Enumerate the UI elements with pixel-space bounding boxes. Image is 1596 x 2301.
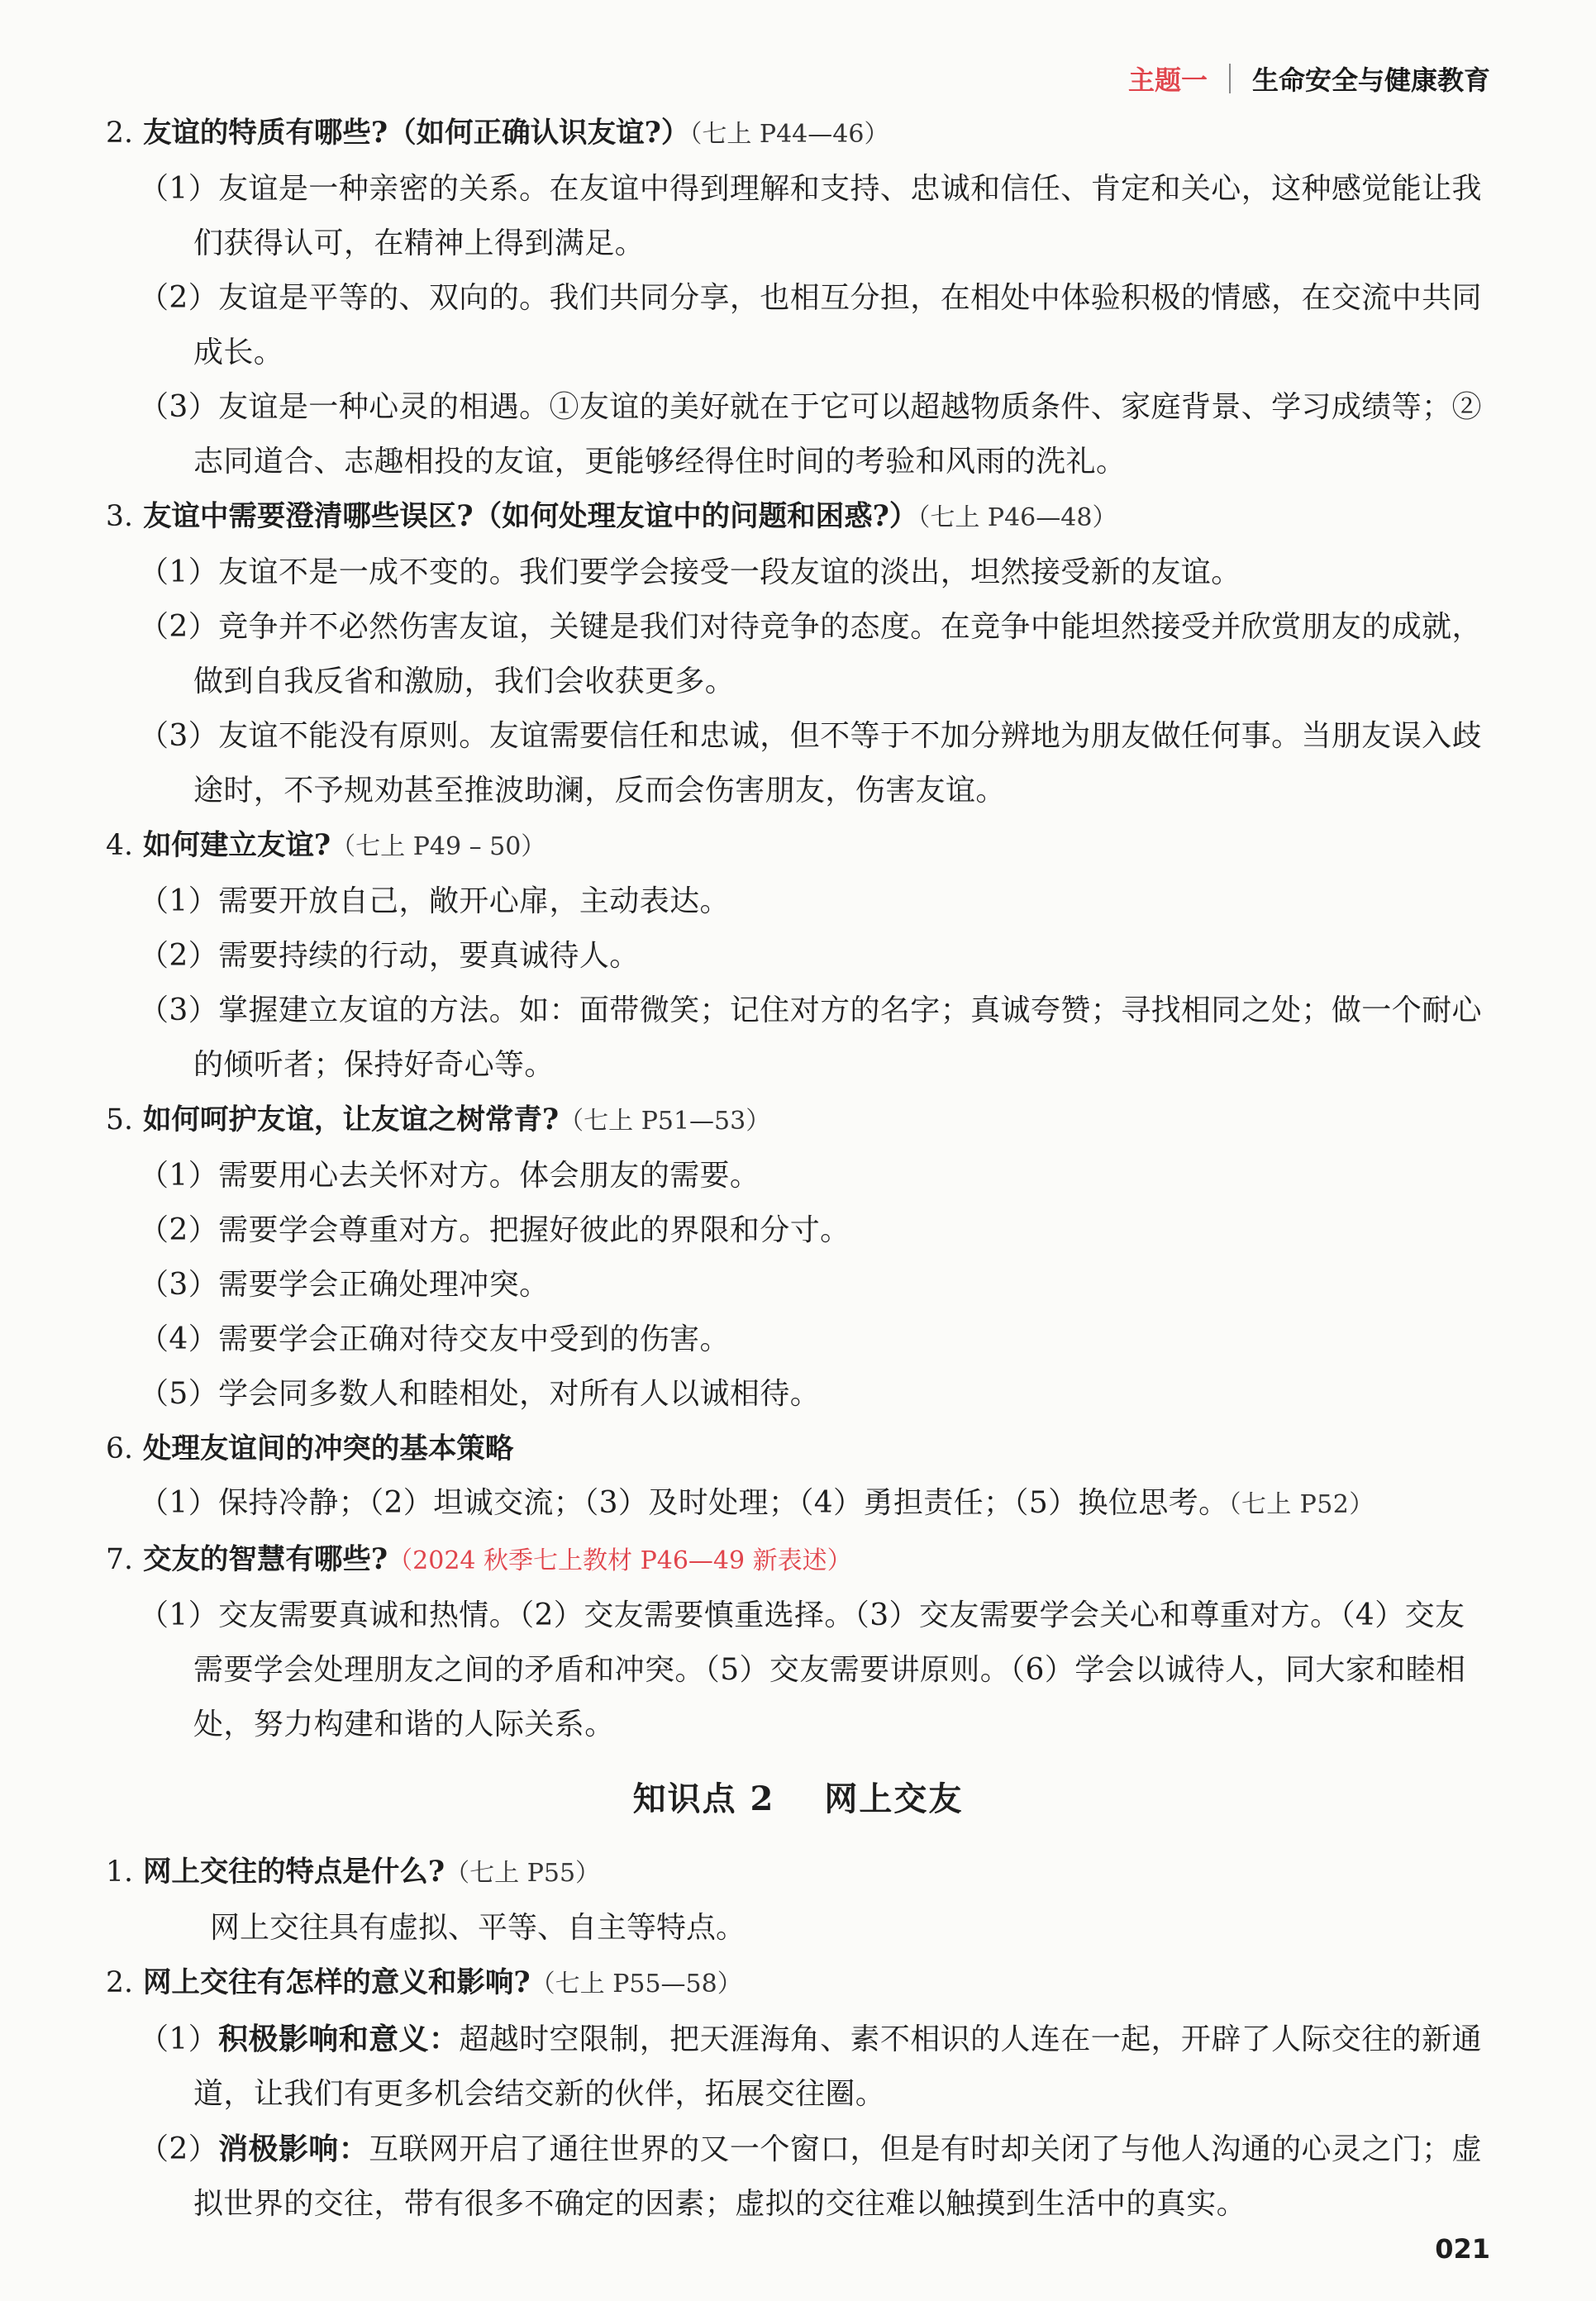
header-divider: [1229, 64, 1231, 93]
question-heading: [106, 106, 1490, 162]
question-heading: [106, 1956, 1490, 2012]
item-text: 超越时空限制，把天涯海角、素不相识的人连在一起，开辟了人际交往的新通道，让我们有更多机会结交新的伙伴，拓展交往圈。: [193, 2022, 1482, 2111]
source-ref: （七上 P44—46）: [689, 120, 889, 149]
question-text: 友谊中需要澄清哪些误区?（如何处理友谊中的问题和困惑?）: [142, 500, 918, 533]
answer-text: 网上交往具有虚拟、平等、自主等特点。: [210, 1911, 746, 1945]
header-subtitle: 生命安全与健康教育: [1251, 64, 1490, 96]
list-item: （3）友谊是一种心灵的相遇。①友谊的美好就在于它可以超越物质条件、家庭背景、学习成绩等；②志同道合、志趣相投的友谊，更能够经得住时间的考验和风雨的洗礼。: [139, 390, 1482, 479]
section-title: [106, 1762, 1490, 1837]
question-number: 3.: [106, 500, 133, 533]
section-name: 网上交友: [824, 1779, 964, 1818]
source-ref: （七上 P52）: [1228, 1490, 1374, 1519]
list-item: （1）友谊是一种亲密的关系。在友谊中得到理解和支持、忠诚和信任、肯定和关心，这种感觉能让我们获得认可，在精神上得到满足。: [139, 172, 1482, 260]
list-item: （1）交友需要真诚和热情。（2）交友需要慎重选择。（3）交友需要学会关心和尊重对方。（4）交友需要学会处理朋友之间的矛盾和冲突。（5）交友需要讲原则。（6）学会以诚待人，同大家和睦相处，努力构建和谐的人际关系。: [139, 1598, 1466, 1741]
question-heading: [106, 1093, 1490, 1149]
item-prefix: （1）: [139, 2022, 219, 2056]
question-heading: [106, 1845, 1490, 1901]
section-label: 知识点 2: [632, 1779, 775, 1818]
list-item: （1）需要用心去关怀对方。体会朋友的需要。: [139, 1159, 760, 1193]
item-text: 互联网开启了通往世界的又一个窗口，但是有时却关闭了与他人沟通的心灵之门；虚拟世界的交往，带有很多不确定的因素；虚拟的交往难以触摸到生活中的真实。: [193, 2132, 1482, 2221]
question-text: 处理友谊间的冲突的基本策略: [142, 1432, 514, 1465]
list-item: （2）竞争并不必然伤害友谊，关键是我们对待竞争的态度。在竞争中能坦然接受并欣赏朋友的成就，做到自我反省和激励，我们会收获更多。: [139, 610, 1482, 698]
question-number: 2.: [106, 117, 133, 150]
question-heading: [106, 489, 1490, 545]
question-text: 友谊的特质有哪些?（如何正确认识友谊?）: [142, 117, 690, 150]
header-topic: 主题一: [1127, 64, 1208, 96]
source-ref: （七上 P55）: [445, 1859, 601, 1888]
question-text: 如何呵护友谊，让友谊之树常青?: [142, 1103, 560, 1136]
page-header: [1128, 60, 1490, 98]
page-content: [106, 106, 1490, 2232]
question-heading: [106, 1532, 1490, 1589]
list-item: [106, 1476, 1490, 1532]
list-item: （2）友谊是平等的、双向的。我们共同分享，也相互分担，在相处中体验积极的情感，在交流中共同成长。: [139, 281, 1482, 369]
question-number: 6.: [106, 1432, 133, 1465]
list-item: （3）掌握建立友谊的方法。如：面带微笑；记住对方的名字；真诚夸赞；寻找相同之处；做一个耐心的倾听者；保持好奇心等。: [139, 993, 1482, 1082]
source-ref-highlight: （2024 秋季七上教材 P46—49 新表述）: [388, 1546, 852, 1575]
source-ref: （七上 P46—48）: [917, 503, 1117, 532]
source-ref: （七上 P55—58）: [530, 1970, 742, 1998]
list-item: （2）需要学会尊重对方。把握好彼此的界限和分寸。: [139, 1213, 850, 1247]
item-keyword: 积极影响和意义：: [218, 2022, 460, 2056]
list-item: [106, 2012, 1490, 2122]
source-ref: （七上 P49 – 50）: [331, 832, 546, 861]
question-number: 2.: [106, 1966, 133, 1999]
list-item-text: （1）保持冷静；（2）坦诚交流；（3）及时处理；（4）勇担责任；（5）换位思考。: [139, 1486, 1229, 1520]
list-item: （1）需要开放自己，敞开心扉，主动表达。: [139, 884, 730, 918]
list-item: [106, 2122, 1490, 2232]
list-item: （3）友谊不能没有原则。友谊需要信任和忠诚，但不等于不加分辨地为朋友做任何事。当朋友误入歧途时，不予规劝甚至推波助澜，反而会伤害朋友，伤害友谊。: [139, 719, 1482, 807]
question-number: 4.: [106, 829, 133, 862]
source-ref: （七上 P51—53）: [559, 1107, 771, 1136]
question-number: 1.: [106, 1856, 133, 1889]
list-item: （5）学会同多数人和睦相处，对所有人以诚相待。: [139, 1377, 821, 1411]
question-text: 网上交往的特点是什么?: [142, 1856, 445, 1889]
list-item: （4）需要学会正确对待交友中受到的伤害。: [139, 1322, 730, 1356]
question-heading: [106, 818, 1490, 874]
list-item: （2）需要持续的行动，要真诚待人。: [139, 939, 640, 973]
list-item: （1）友谊不是一成不变的。我们要学会接受一段友谊的淡出，坦然接受新的友谊。: [139, 555, 1241, 589]
question-heading: [106, 1422, 1490, 1476]
question-text: 如何建立友谊?: [142, 829, 331, 862]
question-text: 网上交往有怎样的意义和影响?: [142, 1966, 531, 1999]
list-item: （3）需要学会正确处理冲突。: [139, 1268, 550, 1302]
question-number: 5.: [106, 1103, 133, 1136]
question-text: 交友的智慧有哪些?: [142, 1543, 388, 1576]
question-number: 7.: [106, 1543, 133, 1576]
item-keyword: 消极影响：: [218, 2132, 369, 2166]
item-prefix: （2）: [139, 2132, 219, 2166]
page-number: 021: [1435, 2233, 1490, 2265]
